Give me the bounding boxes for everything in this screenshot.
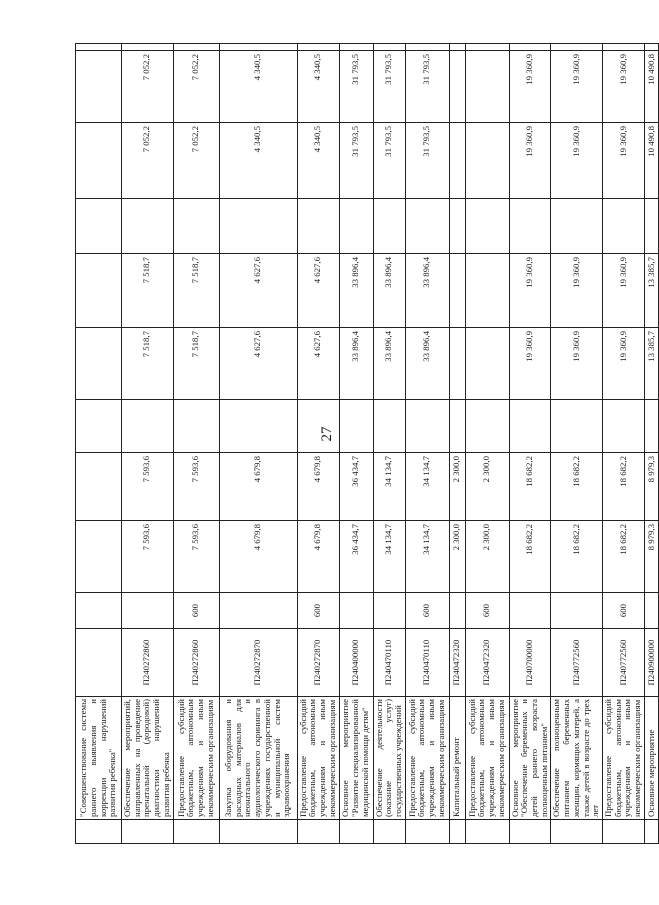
program-code-cell: П240272870 [297, 629, 339, 697]
edge-cell [509, 820, 551, 844]
row-name-cell: "Совершенствование системы раннего выявления и коррекции нарушений развития ребенка" [76, 697, 122, 820]
amount-cell: 31 793,5 [405, 51, 449, 123]
amount-cell: 19 360,9 [551, 51, 603, 123]
amount-cell: 33 896,4 [339, 254, 373, 328]
amount-cell [449, 400, 465, 453]
edge-cell [449, 820, 465, 844]
amount-cell: 19 360,9 [602, 51, 644, 123]
amount-cell [465, 328, 509, 400]
table-row [173, 44, 219, 844]
expense-type-cell: 600 [405, 593, 449, 629]
amount-cell: 31 793,5 [405, 123, 449, 199]
amount-cell [76, 521, 122, 593]
amount-cell [509, 44, 551, 51]
edge-cell [465, 820, 509, 844]
expense-type-cell: 600 [465, 593, 509, 629]
amount-cell: 4 627,6 [219, 328, 297, 400]
amount-cell: 7 518,7 [122, 254, 174, 328]
expense-type-cell: 600 [602, 593, 644, 629]
amount-cell: 33 896,4 [373, 254, 405, 328]
row-name-cell: Закупка оборудования и расходных материалов для неонатального и аудиологического скрининга в учреждениях государственной и муниципальной систем здравоохранения [219, 697, 297, 820]
table-row [405, 44, 449, 844]
amount-cell: 18 682,2 [509, 521, 551, 593]
row-name-cell: Предоставление субсидий бюджетным, автономным учреждениям и иным некоммерческим организациям [173, 697, 219, 820]
amount-cell: 4 340,5 [219, 123, 297, 199]
budget-table [75, 43, 659, 844]
program-code-cell: П240272870 [219, 629, 297, 697]
amount-cell [122, 199, 174, 254]
amount-cell: 8 979,3 [644, 453, 658, 521]
amount-cell: 2 300,0 [465, 453, 509, 521]
row-name-cell: Предоставление субсидий бюджетным, автономным учреждениям и иным некоммерческим организациям [405, 697, 449, 820]
amount-cell [173, 400, 219, 453]
amount-cell [602, 400, 644, 453]
program-code-cell: П240272860 [173, 629, 219, 697]
amount-cell [509, 400, 551, 453]
amount-cell: 33 896,4 [405, 328, 449, 400]
program-code-cell: П240700000 [509, 629, 551, 697]
amount-cell [219, 199, 297, 254]
amount-cell: 2 300,0 [449, 521, 465, 593]
amount-cell [644, 44, 658, 51]
row-name-cell: Обеспечение мероприятий, направленных на проведение пренатальной (дородовой) диагностики нарушений развития ребенка [122, 697, 174, 820]
amount-cell: 34 134,7 [373, 453, 405, 521]
amount-cell: 7 518,7 [173, 254, 219, 328]
amount-cell: 18 682,2 [551, 453, 603, 521]
amount-cell [297, 199, 339, 254]
amount-cell [219, 44, 297, 51]
amount-cell [551, 199, 603, 254]
row-name-cell: Предоставление субсидий бюджетным, автономным учреждениям и иным некоммерческим организациям [465, 697, 509, 820]
amount-cell: 4 679,8 [219, 521, 297, 593]
amount-cell: 7 593,6 [122, 521, 174, 593]
amount-cell [173, 199, 219, 254]
amount-cell: 33 896,4 [339, 328, 373, 400]
amount-cell [465, 199, 509, 254]
amount-cell [449, 328, 465, 400]
amount-cell [449, 51, 465, 123]
amount-cell: 7 593,6 [173, 521, 219, 593]
expense-type-cell [449, 593, 465, 629]
row-name-cell: Основное мероприятие [644, 697, 658, 820]
edge-cell [339, 820, 373, 844]
amount-cell [76, 199, 122, 254]
amount-cell: 18 682,2 [551, 521, 603, 593]
amount-cell [373, 400, 405, 453]
expense-type-cell [76, 593, 122, 629]
amount-cell [449, 254, 465, 328]
table-row [373, 44, 405, 844]
amount-cell: 18 682,2 [509, 453, 551, 521]
amount-cell [76, 453, 122, 521]
edge-cell [551, 820, 603, 844]
program-code-cell: П240900000 [644, 629, 658, 697]
amount-cell: 19 360,9 [551, 123, 603, 199]
amount-cell: 13 385,7 [644, 328, 658, 400]
row-name-cell: Предоставление субсидий бюджетным, автономным учреждениям и иным некоммерческим организациям [602, 697, 644, 820]
edge-cell [602, 820, 644, 844]
amount-cell [339, 199, 373, 254]
amount-cell: 10 490,8 [644, 123, 658, 199]
amount-cell: 34 134,7 [373, 521, 405, 593]
amount-cell: 10 490,8 [644, 51, 658, 123]
amount-cell: 7 052,2 [173, 123, 219, 199]
amount-cell [449, 123, 465, 199]
amount-cell: 4 679,8 [219, 453, 297, 521]
amount-cell: 13 385,7 [644, 254, 658, 328]
amount-cell [76, 328, 122, 400]
amount-cell: 19 360,9 [602, 254, 644, 328]
amount-cell: 31 793,5 [373, 123, 405, 199]
amount-cell: 4 627,6 [297, 254, 339, 328]
amount-cell: 4 340,5 [219, 51, 297, 123]
amount-cell: 31 793,5 [339, 51, 373, 123]
amount-cell [173, 44, 219, 51]
edge-cell [297, 820, 339, 844]
amount-cell [373, 44, 405, 51]
table-row [509, 44, 551, 844]
amount-cell [644, 199, 658, 254]
program-code-cell: П240772560 [602, 629, 644, 697]
program-code-cell: П240272860 [122, 629, 174, 697]
amount-cell: 36 434,7 [339, 453, 373, 521]
amount-cell [297, 400, 339, 453]
amount-cell: 19 360,9 [551, 328, 603, 400]
amount-cell [602, 199, 644, 254]
amount-cell [465, 44, 509, 51]
amount-cell [551, 400, 603, 453]
amount-cell [405, 400, 449, 453]
amount-cell [405, 199, 449, 254]
table-row [465, 44, 509, 844]
amount-cell: 19 360,9 [509, 123, 551, 199]
expense-type-cell [644, 593, 658, 629]
row-name-cell: Капитальный ремонт [449, 697, 465, 820]
amount-cell: 31 793,5 [373, 51, 405, 123]
amount-cell: 7 052,2 [122, 123, 174, 199]
expense-type-cell [509, 593, 551, 629]
row-name-cell: Обеспечение полноценным питанием беременных женщин, кормящих матерей, а также детей в возрасте до трех лет [551, 697, 603, 820]
amount-cell: 18 682,2 [602, 521, 644, 593]
amount-cell [339, 400, 373, 453]
budget-table-rotated [75, 44, 656, 844]
program-code-cell: П240470110 [405, 629, 449, 697]
amount-cell: 36 434,7 [339, 521, 373, 593]
amount-cell [449, 199, 465, 254]
edge-cell [644, 820, 658, 844]
amount-cell [465, 254, 509, 328]
amount-cell [551, 44, 603, 51]
amount-cell: 2 300,0 [465, 521, 509, 593]
amount-cell [122, 400, 174, 453]
edge-cell [76, 820, 122, 844]
amount-cell: 19 360,9 [602, 123, 644, 199]
amount-cell [465, 123, 509, 199]
expense-type-cell [551, 593, 603, 629]
amount-cell: 33 896,4 [373, 328, 405, 400]
amount-cell: 8 979,3 [644, 521, 658, 593]
expense-type-cell: 600 [173, 593, 219, 629]
table-row [602, 44, 644, 844]
amount-cell: 34 134,7 [405, 453, 449, 521]
expense-type-cell [339, 593, 373, 629]
expense-type-cell [219, 593, 297, 629]
amount-cell [465, 400, 509, 453]
amount-cell: 31 793,5 [339, 123, 373, 199]
amount-cell: 7 052,2 [173, 51, 219, 123]
row-name-cell: Основное мероприятие "Обеспечение беременных и детей раннего возраста полноценным питанием" [509, 697, 551, 820]
program-code-cell: П240472320 [449, 629, 465, 697]
amount-cell: 18 682,2 [602, 453, 644, 521]
amount-cell: 19 360,9 [509, 254, 551, 328]
row-name-cell: Предоставление субсидий бюджетным, автономным учреждениям и иным некоммерческим организациям [297, 697, 339, 820]
expense-type-cell [373, 593, 405, 629]
edge-cell [373, 820, 405, 844]
amount-cell: 4 679,8 [297, 453, 339, 521]
amount-cell: 4 627,6 [219, 254, 297, 328]
amount-cell: 7 518,7 [122, 328, 174, 400]
amount-cell: 2 300,0 [449, 453, 465, 521]
amount-cell [373, 199, 405, 254]
amount-cell [219, 400, 297, 453]
edge-cell [219, 820, 297, 844]
amount-cell [449, 44, 465, 51]
expense-type-cell [122, 593, 174, 629]
amount-cell [602, 44, 644, 51]
edge-cell [405, 820, 449, 844]
amount-cell: 4 627,6 [297, 328, 339, 400]
amount-cell [122, 44, 174, 51]
amount-cell: 19 360,9 [509, 51, 551, 123]
table-row [122, 44, 174, 844]
amount-cell: 7 518,7 [173, 328, 219, 400]
amount-cell [76, 254, 122, 328]
page-number: 27 [318, 426, 335, 442]
edge-cell [173, 820, 219, 844]
amount-cell [76, 44, 122, 51]
amount-cell: 4 679,8 [297, 521, 339, 593]
amount-cell: 34 134,7 [405, 521, 449, 593]
amount-cell [509, 199, 551, 254]
amount-cell: 19 360,9 [551, 254, 603, 328]
amount-cell [297, 44, 339, 51]
expense-type-cell: 600 [297, 593, 339, 629]
program-code-cell: П240772560 [551, 629, 603, 697]
amount-cell: 7 593,6 [122, 453, 174, 521]
amount-cell [465, 51, 509, 123]
amount-cell [76, 51, 122, 123]
amount-cell: 4 340,5 [297, 51, 339, 123]
program-code-cell [76, 629, 122, 697]
table-row [339, 44, 373, 844]
amount-cell: 19 360,9 [602, 328, 644, 400]
table-row [551, 44, 603, 844]
amount-cell: 33 896,4 [405, 254, 449, 328]
program-code-cell: П240400000 [339, 629, 373, 697]
amount-cell: 7 052,2 [122, 51, 174, 123]
row-name-cell: Основное мероприятие "Развитие специализированной медицинской помощи детям" [339, 697, 373, 820]
amount-cell: 7 593,6 [173, 453, 219, 521]
table-row [76, 44, 122, 844]
table-row [297, 44, 339, 844]
table-row [449, 44, 465, 844]
table-row [644, 44, 658, 844]
amount-cell [76, 123, 122, 199]
edge-cell [122, 820, 174, 844]
amount-cell [339, 44, 373, 51]
amount-cell: 19 360,9 [509, 328, 551, 400]
amount-cell [405, 44, 449, 51]
program-code-cell: П240470110 [373, 629, 405, 697]
program-code-cell: П240472320 [465, 629, 509, 697]
row-name-cell: Обеспечение деятельности (оказание услуг) государственных учреждений [373, 697, 405, 820]
amount-cell [644, 400, 658, 453]
table-row [219, 44, 297, 844]
amount-cell [76, 400, 122, 453]
amount-cell: 4 340,5 [297, 123, 339, 199]
